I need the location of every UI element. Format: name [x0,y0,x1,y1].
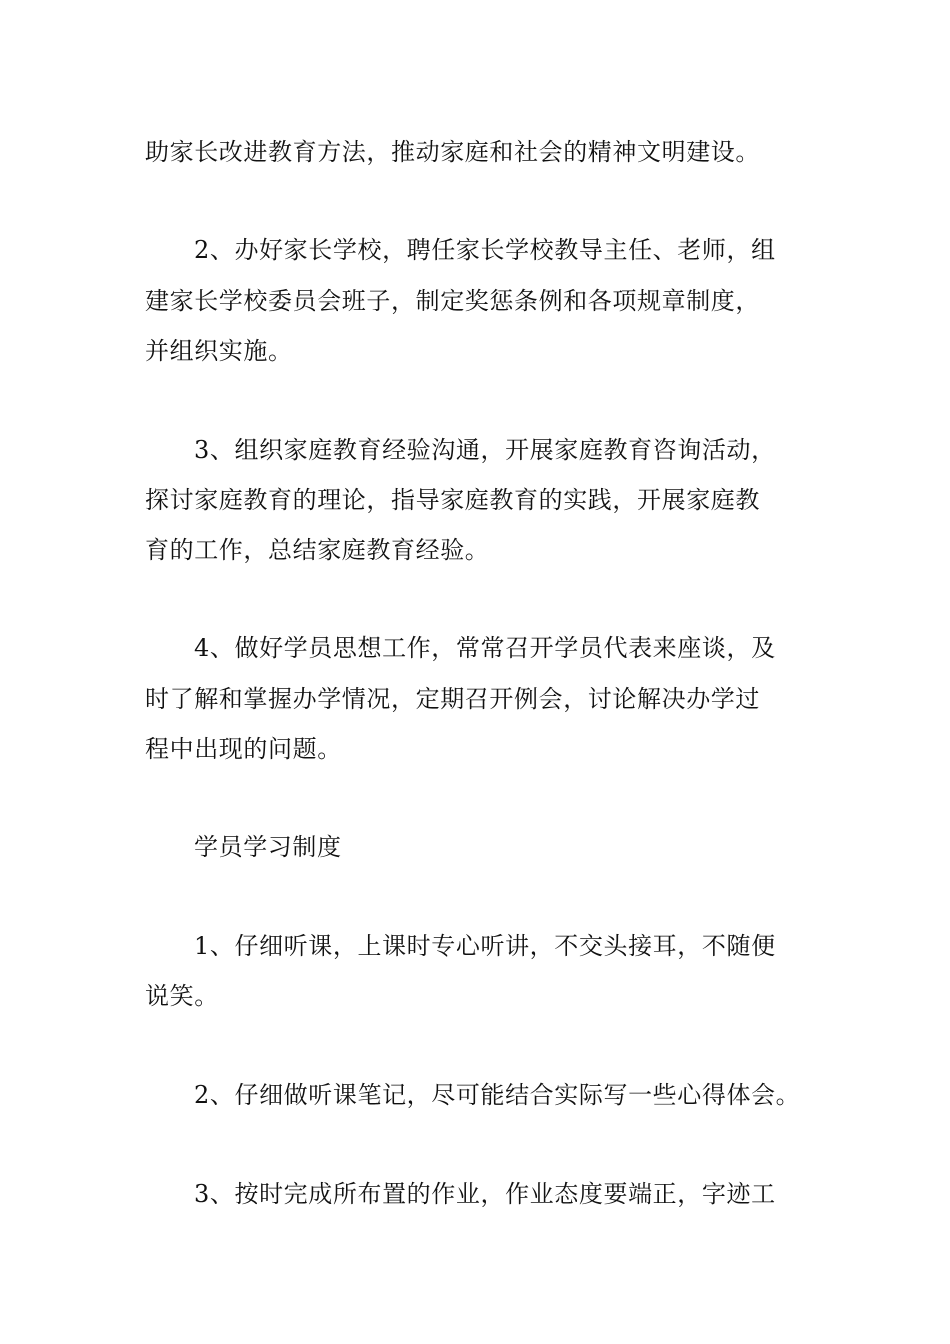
rule-3-line-1: 3、按时完成所布置的作业，作业态度要端正，字迹工 [194,1180,776,1208]
paragraph-2-line-2: 建家长学校委员会班子，制定奖惩条例和各项规章制度， [145,287,760,315]
paragraph-4-line-3: 程中出现的问题。 [145,735,342,763]
paragraph-4-line-2: 时了解和掌握办学情况，定期召开例会，讨论解决办学过 [145,685,760,713]
section-heading: 学员学习制度 [194,833,342,861]
rule-2-line-1: 2、仔细做听课笔记，尽可能结合实际写一些心得体会。 [194,1081,801,1109]
paragraph-4-line-1: 4、做好学员思想工作，常常召开学员代表来座谈，及 [194,634,776,662]
paragraph-3-line-3: 育的工作，总结家庭教育经验。 [145,536,490,564]
paragraph-2-line-1: 2、办好家长学校，聘任家长学校教导主任、老师，组 [194,236,776,264]
paragraph-2-line-3: 并组织实施。 [145,337,293,365]
rule-1-line-1: 1、仔细听课，上课时专心听讲，不交头接耳，不随便 [194,932,776,960]
paragraph-3-line-1: 3、组织家庭教育经验沟通，开展家庭教育咨询活动， [194,436,776,464]
paragraph-1-line-1: 助家长改进教育方法，推动家庭和社会的精神文明建设。 [145,138,760,166]
rule-1-line-2: 说笑。 [145,982,219,1010]
paragraph-3-line-2: 探讨家庭教育的理论，指导家庭教育的实践，开展家庭教 [145,486,760,514]
